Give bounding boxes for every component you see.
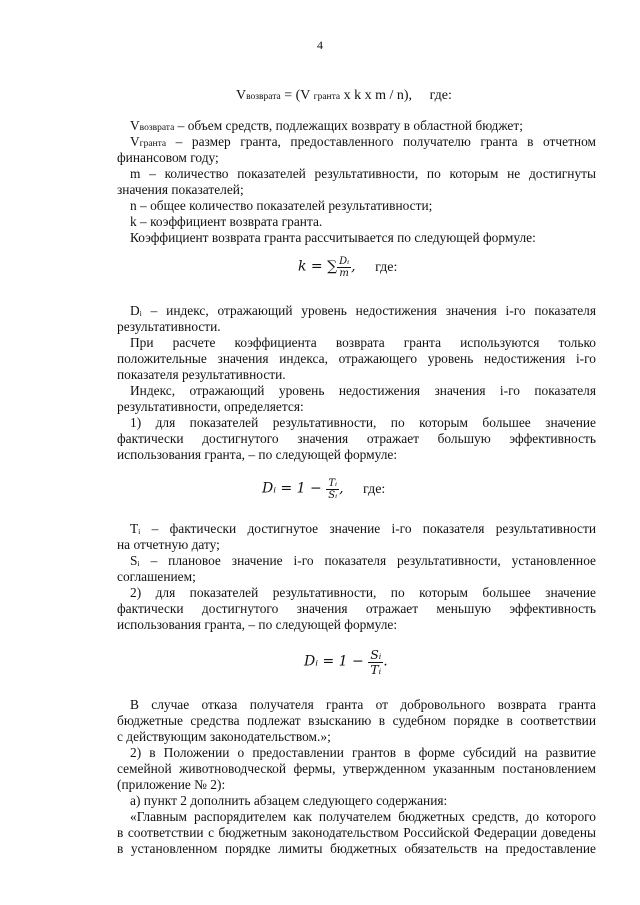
closing-a1: В случае отказа получателя гранта от добровольного возврата гранта xyxy=(130,697,596,712)
def-m: m – количество показателей результативности, по которым не достигнуты xyxy=(130,166,596,181)
def-v-grant-cont: финансовом году; xyxy=(117,150,219,165)
formula-d1-where: где: xyxy=(363,481,386,497)
page-number: 4 xyxy=(317,38,323,52)
closing-d3: в установленном порядке лимиты бюджетных обязательств на предоставление xyxy=(117,841,596,856)
formula-d2-den: Tᵢ xyxy=(370,662,382,677)
formula-k-fraction xyxy=(337,256,351,279)
def-v-text: – объем средств, подлежащих возврату в областной бюджет; xyxy=(174,118,523,133)
formula-k xyxy=(298,256,397,279)
formula-k-comma: , xyxy=(351,258,356,275)
def-v-sub: возврата xyxy=(139,123,175,133)
formula-k-den: m xyxy=(339,268,349,279)
def-vg-text: – размер гранта, предоставленного получателю гранта в отчетном xyxy=(166,134,596,149)
para-positive-1: При расчете коэффициента возврата гранта используются только xyxy=(130,335,596,350)
formula-k-where: где: xyxy=(375,259,398,275)
formula-d1-comma: , xyxy=(339,480,344,497)
formula-d2-fraction xyxy=(368,648,383,677)
formula-v-mid: = (V xyxy=(280,88,314,103)
formula-d1-den: Sᵢ xyxy=(328,490,338,501)
formula-d2-lhs: Dᵢ = 1 − xyxy=(304,653,369,670)
closing-b2: семейной животноводческой фермы, утвержденном указанным постановлением xyxy=(117,761,596,776)
def-k: k – коэффициент возврата гранта. xyxy=(130,214,323,229)
formula-d2 xyxy=(304,648,388,677)
para-positive-2: положительные значения индекса, отражающего уровень недостижения i-го xyxy=(117,351,596,366)
case2-2: фактически достигнутого значения отражает меньшую эффективность xyxy=(117,601,596,616)
formula-v-sub2: гранта xyxy=(313,92,341,102)
def-d-cont: результативности. xyxy=(117,319,221,334)
closing-b3: (приложение № 2): xyxy=(117,777,226,792)
def-m-cont: значения показателей; xyxy=(117,182,244,197)
para-index-1: Индекс, отражающий уровень недостижения значения i-го показателя xyxy=(130,383,596,398)
def-vg-lead: V xyxy=(130,134,140,149)
formula-d1-fraction xyxy=(326,478,339,501)
para-positive-3: показателя результативности. xyxy=(117,367,286,382)
case2-3: использования гранта, – по следующей формуле: xyxy=(117,617,398,632)
formula-k-num: Dᵢ xyxy=(339,256,350,267)
closing-b1: 2) в Положении о предоставлении грантов в форме субсидий на развитие xyxy=(130,745,596,760)
case1-3: использования гранта, – по следующей формуле: xyxy=(117,447,398,462)
closing-d1: «Главным распорядителем как получателем бюджетных средств, до которого xyxy=(130,809,596,824)
closing-a2: бюджетные средства подлежат взысканию в судебном порядке в соответствии xyxy=(117,713,596,728)
formula-v-return xyxy=(236,88,452,104)
formula-v-lead: V xyxy=(236,88,247,103)
closing-a3: с действующим законодательством.»; xyxy=(117,729,331,744)
def-d: Dᵢ – индекс, отражающий уровень недостижения значения i-го показателя xyxy=(130,303,596,318)
def-t: Tᵢ – фактически достигнутое значение i-го показателя результативности xyxy=(130,521,596,536)
def-v-lead: V xyxy=(130,118,140,133)
formula-d1 xyxy=(262,478,385,501)
formula-v-where: где: xyxy=(429,88,452,103)
case2-1: 2) для показателей результативности, по которым большее значение xyxy=(130,585,596,600)
closing-d2: в соответствии с бюджетным законодательством Российской Федерации доведены xyxy=(117,825,596,840)
def-s-cont: соглашением; xyxy=(117,569,196,584)
k-intro: Коэффициент возврата гранта рассчитывается по следующей формуле: xyxy=(130,230,536,245)
def-n: n – общее количество показателей результативности; xyxy=(130,198,433,213)
formula-d2-dot: . xyxy=(383,653,388,670)
formula-v-sub1: возврата xyxy=(246,92,281,102)
case1-1: 1) для показателей результативности, по которым большее значение xyxy=(130,415,596,430)
formula-k-lhs: k = ∑ xyxy=(298,258,338,275)
para-index-2: результативности, определяется: xyxy=(117,399,304,414)
case1-2: фактически достигнутого значения отражает большую эффективность xyxy=(117,431,596,446)
formula-d1-lhs: Dᵢ = 1 − xyxy=(262,480,327,497)
def-s: Sᵢ – плановое значение i-го показателя результативности, установленное xyxy=(130,553,596,568)
formula-d2-num: Sᵢ xyxy=(370,647,382,662)
formula-v-tail: x k x m / n), xyxy=(340,88,413,103)
def-vg-sub: гранта xyxy=(139,139,167,149)
def-t-cont: на отчетную дату; xyxy=(117,537,220,552)
closing-c1: а) пункт 2 дополнить абзацем следующего содержания: xyxy=(130,793,448,808)
formula-d1-num: Tᵢ xyxy=(328,478,337,489)
